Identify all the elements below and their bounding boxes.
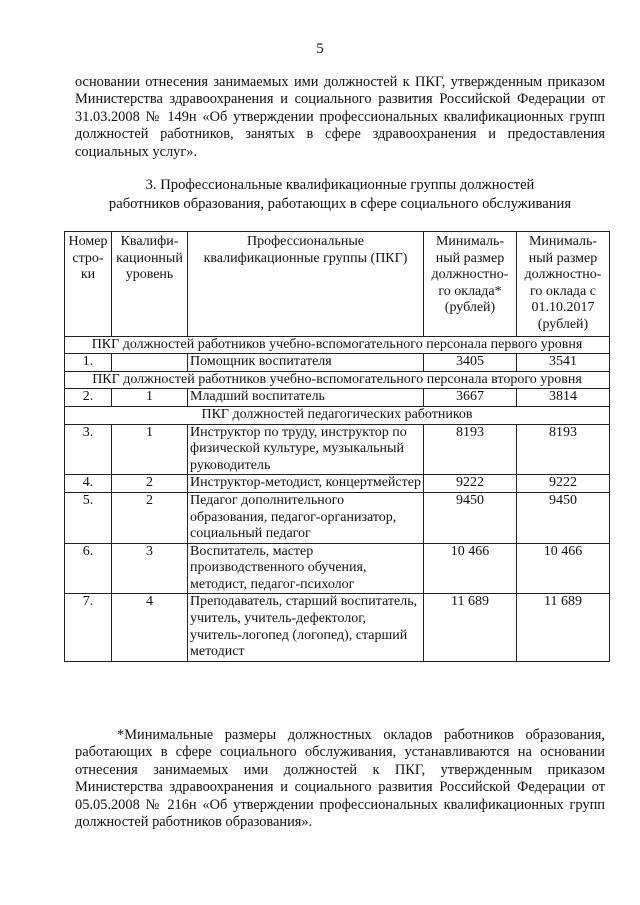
- intro-paragraph: основании отнесения занимаемых ими должностей к ПКГ, утвержденным приказом Министерства здравоохранения и социального развития Российской Федерации от 31.03.2008 № 149н «Об утверждении профессиональных квалификационных групп должностей работников, занятых в сфере здравоохранения и предоставления социальных услуг».: [75, 74, 605, 160]
- row-level: 1: [112, 389, 188, 407]
- row-number: 2.: [65, 389, 112, 407]
- section-title: [60, 176, 620, 214]
- row-number: 5.: [65, 492, 112, 543]
- row-salary-2017: 3814: [517, 389, 610, 407]
- pkg-table: [64, 231, 610, 662]
- table-row: [65, 475, 610, 493]
- row-salary-min: 3667: [424, 389, 517, 407]
- row-salary-min: 10 466: [424, 543, 517, 594]
- row-salary-2017: 3541: [517, 354, 610, 372]
- row-salary-min: 9450: [424, 492, 517, 543]
- row-number: 6.: [65, 543, 112, 594]
- page-number: 5: [316, 41, 324, 57]
- header-level: Квалифи-кационный уровень: [112, 232, 188, 337]
- table-body: [65, 336, 610, 661]
- row-level: 2: [112, 475, 188, 493]
- row-level: 1: [112, 424, 188, 475]
- table-row: [65, 594, 610, 661]
- table-row: [65, 543, 610, 594]
- row-level: [112, 354, 188, 372]
- row-salary-2017: 11 689: [517, 594, 610, 661]
- group-title: ПКГ должностей работников учебно-вспомогательного персонала первого уровня: [65, 336, 610, 354]
- row-positions: Педагог дополнительного образования, педагог-организатор, социальный педагог: [188, 492, 424, 543]
- section-title-line-2: работников образования, работающих в сфере социального обслуживания: [108, 196, 572, 212]
- row-positions: Воспитатель, мастер производственного обучения, методист, педагог-психолог: [188, 543, 424, 594]
- group-row: [65, 371, 610, 389]
- row-positions: Инструктор-методист, концертмейстер: [188, 475, 424, 493]
- table-row: [65, 492, 610, 543]
- row-salary-min: 9222: [424, 475, 517, 493]
- row-salary-2017: 8193: [517, 424, 610, 475]
- row-level: 2: [112, 492, 188, 543]
- row-salary-min: 3405: [424, 354, 517, 372]
- row-positions: Преподаватель, старший воспитатель, учитель, учитель-дефектолог, учитель-логопед (логопед), старший методист: [188, 594, 424, 661]
- group-title: ПКГ должностей работников учебно-вспомогательного персонала второго уровня: [65, 371, 610, 389]
- row-number: 1.: [65, 354, 112, 372]
- group-title: ПКГ должностей педагогических работников: [65, 406, 610, 424]
- row-number: 7.: [65, 594, 112, 661]
- row-salary-2017: 9222: [517, 475, 610, 493]
- table-row: [65, 389, 610, 407]
- header-number: Номер стро-ки: [65, 232, 112, 337]
- section-title-line-1: 3. Профессиональные квалификационные группы должностей: [145, 177, 535, 193]
- header-group: Профессиональные квалификационные группы (ПКГ): [188, 232, 424, 337]
- row-positions: Помощник воспитателя: [188, 354, 424, 372]
- row-positions: Инструктор по труду, инструктор по физической культуре, музыкальный руководитель: [188, 424, 424, 475]
- table-row: [65, 354, 610, 372]
- row-salary-2017: 9450: [517, 492, 610, 543]
- row-level: 4: [112, 594, 188, 661]
- row-positions: Младший воспитатель: [188, 389, 424, 407]
- row-salary-min: 8193: [424, 424, 517, 475]
- row-level: 3: [112, 543, 188, 594]
- header-salary-2017: Минималь-ный размер должностно-го оклада с 01.10.2017 (рублей): [517, 232, 610, 337]
- header-salary-min: Минималь-ный размер должностно-го оклада* (рублей): [424, 232, 517, 337]
- table-row: [65, 424, 610, 475]
- row-salary-min: 11 689: [424, 594, 517, 661]
- row-number: 4.: [65, 475, 112, 493]
- row-salary-2017: 10 466: [517, 543, 610, 594]
- group-row: [65, 336, 610, 354]
- table-header-row: [65, 232, 610, 337]
- row-number: 3.: [65, 424, 112, 475]
- group-row: [65, 406, 610, 424]
- footnote: *Минимальные размеры должностных окладов работников образования, работающих в сфере социального обслуживания, устанавливаются на основании отнесения занимаемых ими должностей к ПКГ, утвержденным приказом Министерства здравоохранения и социального развития Российской Федерации от 05.05.2008 № 216н «Об утверждении профессиональных квалификационных групп должностей работников образования».: [75, 727, 605, 831]
